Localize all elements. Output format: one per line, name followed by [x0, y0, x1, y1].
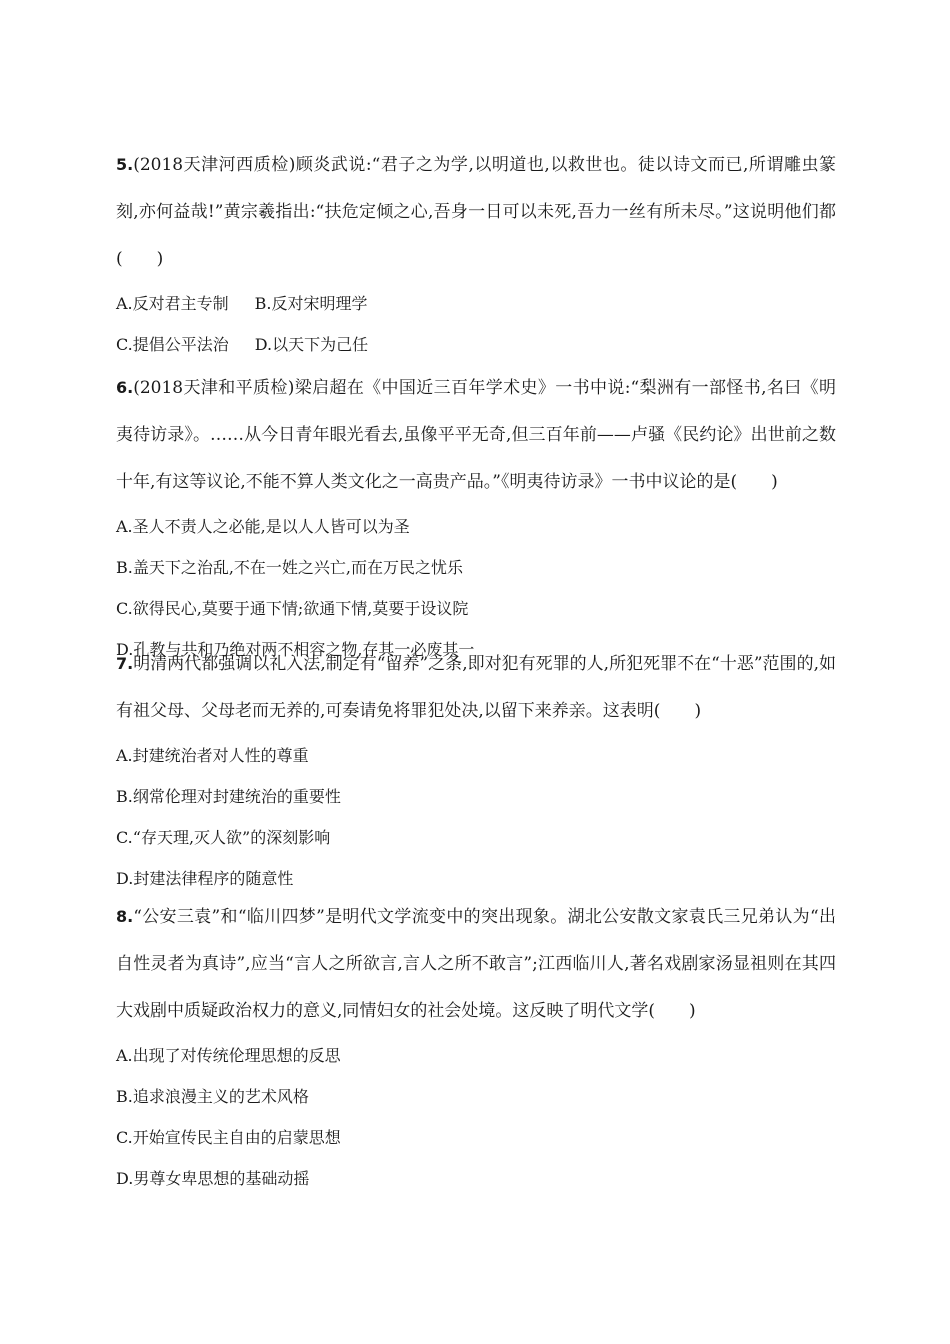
option-a: A.封建统治者对人性的尊重 [116, 746, 309, 765]
question-text: “公安三袁”和“临川四梦”是明代文学流变中的突出现象。湖北公安散文家袁氏三兄弟认为“出自性灵者为真诗”,应当“言人之所欲言,言人之所不敢言”;江西临川人,著名戏剧家汤显祖则在其四大戏剧中质疑政治权力的意义,同情妇女的社会处境。这反映了明代文学( ) [116, 907, 836, 1021]
option-a: A.反对君主专制 [116, 294, 229, 313]
option-c: C.开始宣传民主自由的启蒙思想 [116, 1128, 341, 1147]
option-b: B.盖天下之治乱,不在一姓之兴亡,而在万民之忧乐 [116, 558, 464, 577]
question-text: (2018天津和平质检)梁启超在《中国近三百年学术史》一书中说:“梨洲有一部怪书,名曰《明夷待访录》。……从今日青年眼光看去,虽像平平无奇,但三百年前——卢骚《民约论》出世前之数十年,有这等议论,不能不算人类文化之一高贵产品。”《明夷待访录》一书中议论的是( ) [116, 378, 836, 492]
option-b: B.追求浪漫主义的艺术风格 [116, 1087, 309, 1106]
option-d: D.封建法律程序的随意性 [116, 869, 294, 888]
question-8 [116, 893, 836, 1199]
question-text: 明清两代都强调以礼入法,制定有“留养”之条,即对犯有死罪的人,所犯死罪不在“十恶”范围的,如有祖父母、父母老而无养的,可奏请免将罪犯处决,以留下来养亲。这表明( ) [116, 654, 836, 721]
option-a: A.出现了对传统伦理思想的反思 [116, 1046, 341, 1065]
question-stem [116, 364, 836, 506]
options-list [116, 735, 836, 899]
question-stem [116, 141, 836, 283]
option-c: C.提倡公平法治 [116, 335, 229, 354]
question-number: 6. [116, 378, 134, 397]
option-d: D.以天下为己任 [254, 335, 369, 354]
option-c: C.欲得民心,莫要于通下情;欲通下情,莫要于设议院 [116, 599, 469, 618]
option-c: C.“存天理,灭人欲”的深刻影响 [116, 828, 331, 847]
options-list [116, 283, 836, 365]
option-row [116, 324, 836, 365]
question-7 [116, 640, 836, 899]
option-b: B.反对宋明理学 [254, 294, 368, 313]
question-text: (2018天津河西质检)顾炎武说:“君子之为学,以明道也,以救世也。徒以诗文而已,所谓雕虫篆刻,亦何益哉!”黄宗羲指出:“扶危定倾之心,吾身一日可以未死,吾力一丝有所未尽。”这说明他们都( ) [116, 155, 836, 269]
question-stem [116, 893, 836, 1035]
options-list [116, 1035, 836, 1199]
option-d: D.男尊女卑思想的基础动摇 [116, 1169, 310, 1188]
question-number: 5. [116, 155, 134, 174]
question-number: 7. [116, 654, 134, 673]
option-row [116, 283, 836, 324]
option-a: A.圣人不责人之必能,是以人人皆可以为圣 [116, 517, 410, 536]
question-number: 8. [116, 907, 134, 926]
option-b: B.纲常伦理对封建统治的重要性 [116, 787, 341, 806]
option-d: D.孔教与共和乃绝对两不相容之物,存其一必废其一 [116, 640, 475, 659]
question-6 [116, 364, 836, 670]
question-stem [116, 640, 836, 735]
question-5 [116, 141, 836, 365]
